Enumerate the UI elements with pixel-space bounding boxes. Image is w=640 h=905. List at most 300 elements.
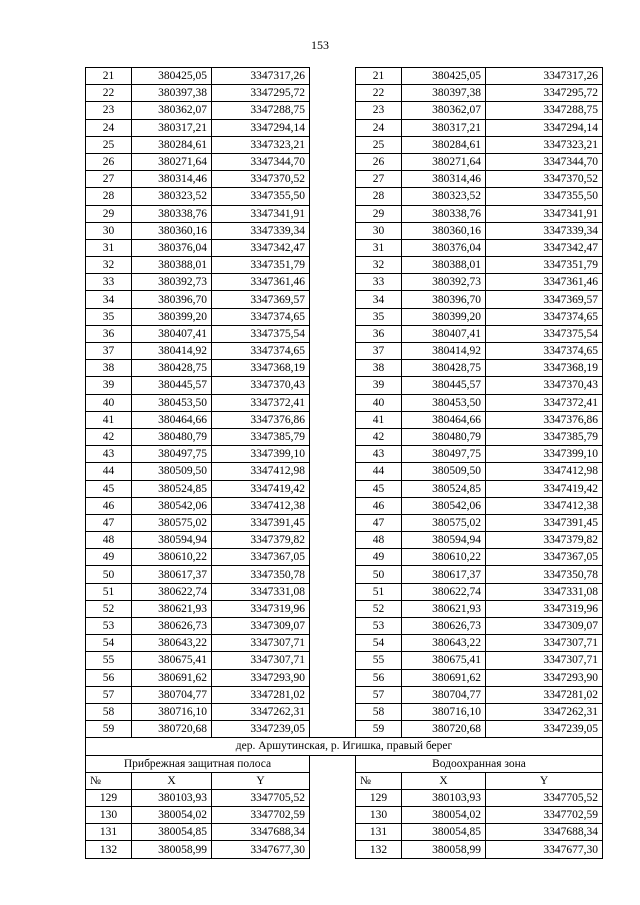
right-y-value: 3347294,14: [486, 119, 603, 136]
left-x-value: 380453,50: [132, 394, 212, 411]
right-point-number: 38: [356, 360, 402, 377]
left-x-value: 380396,70: [132, 291, 212, 308]
right-y-value: 3347288,75: [486, 102, 603, 119]
right-y-value: 3347374,65: [486, 343, 603, 360]
section-title: дер. Аршутинская, р. Игишка, правый берег: [86, 738, 603, 755]
right-point-number: 129: [356, 789, 402, 806]
table-row: [86, 532, 603, 549]
right-y-value: 3347376,86: [486, 411, 603, 428]
left-header-number: №: [86, 772, 132, 789]
right-y-value: 3347368,19: [486, 360, 603, 377]
right-x-value: 380480,79: [402, 428, 486, 445]
table-row: [86, 257, 603, 274]
right-point-number: 43: [356, 446, 402, 463]
left-y-value: 3347307,71: [212, 652, 310, 669]
table-row: [86, 68, 603, 85]
right-x-value: 380445,57: [402, 377, 486, 394]
right-y-value: 3347375,54: [486, 325, 603, 342]
left-y-value: 3347368,19: [212, 360, 310, 377]
column-gap: [310, 686, 356, 703]
table-row: [86, 566, 603, 583]
right-point-number: 59: [356, 721, 402, 738]
right-x-value: 380058,99: [402, 841, 486, 858]
left-point-number: 23: [86, 102, 132, 119]
right-point-number: 25: [356, 136, 402, 153]
table-row: [86, 239, 603, 256]
left-y-value: 3347262,31: [212, 703, 310, 720]
table-row: [86, 583, 603, 600]
right-x-value: 380675,41: [402, 652, 486, 669]
table-row: [86, 618, 603, 635]
left-x-value: 380271,64: [132, 153, 212, 170]
right-y-value: 3347374,65: [486, 308, 603, 325]
left-y-value: 3347307,71: [212, 635, 310, 652]
left-y-value: 3347288,75: [212, 102, 310, 119]
left-point-number: 45: [86, 480, 132, 497]
right-x-value: 380392,73: [402, 274, 486, 291]
left-y-value: 3347344,70: [212, 153, 310, 170]
section-title-row: [86, 738, 603, 755]
right-x-value: 380704,77: [402, 686, 486, 703]
table-row: [86, 171, 603, 188]
left-x-value: 380103,93: [132, 789, 212, 806]
left-y-value: 3347331,08: [212, 583, 310, 600]
column-gap: [310, 446, 356, 463]
left-point-number: 22: [86, 85, 132, 102]
left-y-value: 3347702,59: [212, 807, 310, 824]
right-x-value: 380524,85: [402, 480, 486, 497]
left-x-value: 380397,38: [132, 85, 212, 102]
left-x-value: 380617,37: [132, 566, 212, 583]
right-y-value: 3347307,71: [486, 652, 603, 669]
left-point-number: 52: [86, 600, 132, 617]
right-y-value: 3347331,08: [486, 583, 603, 600]
right-x-value: 380621,93: [402, 600, 486, 617]
right-point-number: 22: [356, 85, 402, 102]
left-point-number: 26: [86, 153, 132, 170]
table-row: [86, 153, 603, 170]
column-gap: [310, 394, 356, 411]
left-y-value: 3347239,05: [212, 721, 310, 738]
table-row: [86, 789, 603, 806]
left-x-value: 380691,62: [132, 669, 212, 686]
column-gap: [310, 824, 356, 841]
right-point-number: 48: [356, 532, 402, 549]
left-point-number: 34: [86, 291, 132, 308]
left-point-number: 129: [86, 789, 132, 806]
left-x-value: 380425,05: [132, 68, 212, 85]
left-y-value: 3347309,07: [212, 618, 310, 635]
right-y-value: 3347344,70: [486, 153, 603, 170]
left-y-value: 3347281,02: [212, 686, 310, 703]
left-x-value: 380497,75: [132, 446, 212, 463]
left-point-number: 132: [86, 841, 132, 858]
left-x-value: 380704,77: [132, 686, 212, 703]
column-gap: [310, 188, 356, 205]
left-y-value: 3347293,90: [212, 669, 310, 686]
left-x-value: 380414,92: [132, 343, 212, 360]
left-point-number: 43: [86, 446, 132, 463]
left-x-value: 380594,94: [132, 532, 212, 549]
left-point-number: 42: [86, 428, 132, 445]
right-point-number: 52: [356, 600, 402, 617]
right-y-value: 3347307,71: [486, 635, 603, 652]
table-row: [86, 85, 603, 102]
left-y-value: 3347317,26: [212, 68, 310, 85]
column-gap: [310, 549, 356, 566]
right-x-value: 380054,02: [402, 807, 486, 824]
right-x-value: 380284,61: [402, 136, 486, 153]
column-gap: [310, 119, 356, 136]
right-x-value: 380622,74: [402, 583, 486, 600]
right-y-value: 3347370,52: [486, 171, 603, 188]
right-x-value: 380691,62: [402, 669, 486, 686]
left-x-value: 380054,02: [132, 807, 212, 824]
left-header-y: Y: [212, 772, 310, 789]
right-y-value: 3347309,07: [486, 618, 603, 635]
right-point-number: 35: [356, 308, 402, 325]
table-row: [86, 841, 603, 858]
column-gap: [310, 618, 356, 635]
column-gap: [310, 102, 356, 119]
left-x-value: 380480,79: [132, 428, 212, 445]
right-y-value: 3347323,21: [486, 136, 603, 153]
left-x-value: 380542,06: [132, 497, 212, 514]
left-point-number: 131: [86, 824, 132, 841]
table-row: [86, 377, 603, 394]
table-row: [86, 291, 603, 308]
right-point-number: 30: [356, 222, 402, 239]
left-x-value: 380392,73: [132, 274, 212, 291]
right-y-value: 3347370,43: [486, 377, 603, 394]
right-zone-heading: Водоохранная зона: [356, 755, 603, 772]
right-y-value: 3347295,72: [486, 85, 603, 102]
left-header-x: X: [132, 772, 212, 789]
left-x-value: 380445,57: [132, 377, 212, 394]
right-x-value: 380497,75: [402, 446, 486, 463]
column-gap: [310, 171, 356, 188]
left-x-value: 380376,04: [132, 239, 212, 256]
left-point-number: 54: [86, 635, 132, 652]
column-gap: [310, 205, 356, 222]
left-point-number: 36: [86, 325, 132, 342]
left-y-value: 3347385,79: [212, 428, 310, 445]
left-point-number: 48: [86, 532, 132, 549]
column-gap: [310, 669, 356, 686]
right-x-value: 380317,21: [402, 119, 486, 136]
left-point-number: 56: [86, 669, 132, 686]
left-x-value: 380626,73: [132, 618, 212, 635]
left-x-value: 380575,02: [132, 514, 212, 531]
left-point-number: 40: [86, 394, 132, 411]
right-point-number: 39: [356, 377, 402, 394]
right-header-x: X: [402, 772, 486, 789]
right-point-number: 50: [356, 566, 402, 583]
left-x-value: 380610,22: [132, 549, 212, 566]
left-point-number: 30: [86, 222, 132, 239]
left-x-value: 380621,93: [132, 600, 212, 617]
right-point-number: 26: [356, 153, 402, 170]
right-point-number: 49: [356, 549, 402, 566]
left-y-value: 3347361,46: [212, 274, 310, 291]
right-header-y: Y: [486, 772, 603, 789]
right-x-value: 380464,66: [402, 411, 486, 428]
column-gap: [310, 789, 356, 806]
right-point-number: 132: [356, 841, 402, 858]
right-y-value: 3347342,47: [486, 239, 603, 256]
right-point-number: 57: [356, 686, 402, 703]
table-row: [86, 807, 603, 824]
table-row: [86, 669, 603, 686]
column-gap: [310, 325, 356, 342]
right-point-number: 36: [356, 325, 402, 342]
left-y-value: 3347412,38: [212, 497, 310, 514]
right-point-number: 45: [356, 480, 402, 497]
left-y-value: 3347376,86: [212, 411, 310, 428]
table-row: [86, 308, 603, 325]
left-point-number: 130: [86, 807, 132, 824]
right-x-value: 380716,10: [402, 703, 486, 720]
column-gap: [310, 222, 356, 239]
left-y-value: 3347341,91: [212, 205, 310, 222]
upper-rows: [86, 68, 603, 738]
right-x-value: 380542,06: [402, 497, 486, 514]
left-y-value: 3347379,82: [212, 532, 310, 549]
column-gap: [310, 652, 356, 669]
left-y-value: 3347374,65: [212, 343, 310, 360]
right-x-value: 380399,20: [402, 308, 486, 325]
column-gap: [310, 583, 356, 600]
right-x-value: 380407,41: [402, 325, 486, 342]
right-point-number: 130: [356, 807, 402, 824]
right-point-number: 23: [356, 102, 402, 119]
table-row: [86, 497, 603, 514]
right-y-value: 3347702,59: [486, 807, 603, 824]
left-x-value: 380399,20: [132, 308, 212, 325]
left-point-number: 38: [86, 360, 132, 377]
left-point-number: 25: [86, 136, 132, 153]
left-x-value: 380675,41: [132, 652, 212, 669]
left-point-number: 28: [86, 188, 132, 205]
left-y-value: 3347370,43: [212, 377, 310, 394]
column-gap: [310, 497, 356, 514]
right-point-number: 40: [356, 394, 402, 411]
left-y-value: 3347419,42: [212, 480, 310, 497]
left-point-number: 46: [86, 497, 132, 514]
column-gap: [310, 721, 356, 738]
table-row: [86, 463, 603, 480]
table-row: [86, 205, 603, 222]
right-x-value: 380509,50: [402, 463, 486, 480]
right-point-number: 37: [356, 343, 402, 360]
column-gap: [310, 343, 356, 360]
column-gap: [310, 377, 356, 394]
table-row: [86, 703, 603, 720]
right-x-value: 380428,75: [402, 360, 486, 377]
left-y-value: 3347350,78: [212, 566, 310, 583]
left-y-value: 3347342,47: [212, 239, 310, 256]
right-y-value: 3347391,45: [486, 514, 603, 531]
right-point-number: 131: [356, 824, 402, 841]
right-point-number: 21: [356, 68, 402, 85]
right-point-number: 55: [356, 652, 402, 669]
left-y-value: 3347412,98: [212, 463, 310, 480]
table-row: [86, 514, 603, 531]
right-y-value: 3347688,34: [486, 824, 603, 841]
table-row: [86, 360, 603, 377]
right-point-number: 44: [356, 463, 402, 480]
right-y-value: 3347339,34: [486, 222, 603, 239]
column-gap: [310, 136, 356, 153]
left-x-value: 380524,85: [132, 480, 212, 497]
left-x-value: 380464,66: [132, 411, 212, 428]
table-row: [86, 686, 603, 703]
left-point-number: 35: [86, 308, 132, 325]
right-y-value: 3347372,41: [486, 394, 603, 411]
table-row: [86, 652, 603, 669]
left-y-value: 3347399,10: [212, 446, 310, 463]
right-y-value: 3347399,10: [486, 446, 603, 463]
right-x-value: 380610,22: [402, 549, 486, 566]
table-row: [86, 721, 603, 738]
right-point-number: 46: [356, 497, 402, 514]
column-gap: [310, 807, 356, 824]
right-x-value: 380360,16: [402, 222, 486, 239]
left-x-value: 380407,41: [132, 325, 212, 342]
left-y-value: 3347677,30: [212, 841, 310, 858]
right-y-value: 3347355,50: [486, 188, 603, 205]
left-x-value: 380317,21: [132, 119, 212, 136]
table-row: [86, 274, 603, 291]
left-x-value: 380643,22: [132, 635, 212, 652]
left-x-value: 380362,07: [132, 102, 212, 119]
table-row: [86, 428, 603, 445]
zone-heading-row: [86, 755, 603, 772]
right-x-value: 380720,68: [402, 721, 486, 738]
left-y-value: 3347355,50: [212, 188, 310, 205]
right-point-number: 24: [356, 119, 402, 136]
right-y-value: 3347677,30: [486, 841, 603, 858]
coordinates-table: [85, 67, 603, 859]
right-y-value: 3347369,57: [486, 291, 603, 308]
right-x-value: 380376,04: [402, 239, 486, 256]
left-y-value: 3347369,57: [212, 291, 310, 308]
left-x-value: 380284,61: [132, 136, 212, 153]
left-point-number: 24: [86, 119, 132, 136]
column-gap: [310, 274, 356, 291]
table-row: [86, 635, 603, 652]
left-x-value: 380716,10: [132, 703, 212, 720]
column-gap: [310, 635, 356, 652]
left-point-number: 29: [86, 205, 132, 222]
left-x-value: 380314,46: [132, 171, 212, 188]
left-point-number: 44: [86, 463, 132, 480]
column-gap: [310, 239, 356, 256]
right-x-value: 380414,92: [402, 343, 486, 360]
left-y-value: 3347374,65: [212, 308, 310, 325]
table-row: [86, 600, 603, 617]
right-y-value: 3347281,02: [486, 686, 603, 703]
right-point-number: 32: [356, 257, 402, 274]
left-y-value: 3347351,79: [212, 257, 310, 274]
left-x-value: 380054,85: [132, 824, 212, 841]
right-x-value: 380314,46: [402, 171, 486, 188]
right-x-value: 380453,50: [402, 394, 486, 411]
column-header-row: [86, 772, 603, 789]
table-row: [86, 188, 603, 205]
column-gap: [310, 703, 356, 720]
right-point-number: 54: [356, 635, 402, 652]
right-point-number: 28: [356, 188, 402, 205]
column-gap: [310, 428, 356, 445]
left-x-value: 380058,99: [132, 841, 212, 858]
column-gap: [310, 291, 356, 308]
right-y-value: 3347239,05: [486, 721, 603, 738]
table-row: [86, 549, 603, 566]
left-x-value: 380509,50: [132, 463, 212, 480]
column-gap: [310, 772, 356, 789]
left-point-number: 51: [86, 583, 132, 600]
column-gap: [310, 480, 356, 497]
left-y-value: 3347294,14: [212, 119, 310, 136]
right-point-number: 33: [356, 274, 402, 291]
right-y-value: 3347341,91: [486, 205, 603, 222]
column-gap: [310, 566, 356, 583]
column-gap: [310, 841, 356, 858]
left-y-value: 3347688,34: [212, 824, 310, 841]
left-x-value: 380388,01: [132, 257, 212, 274]
right-y-value: 3347412,38: [486, 497, 603, 514]
right-x-value: 380643,22: [402, 635, 486, 652]
left-point-number: 50: [86, 566, 132, 583]
left-x-value: 380720,68: [132, 721, 212, 738]
left-point-number: 49: [86, 549, 132, 566]
column-gap: [310, 514, 356, 531]
right-y-value: 3347367,05: [486, 549, 603, 566]
right-x-value: 380388,01: [402, 257, 486, 274]
right-x-value: 380103,93: [402, 789, 486, 806]
table-row: [86, 136, 603, 153]
right-x-value: 380396,70: [402, 291, 486, 308]
right-x-value: 380397,38: [402, 85, 486, 102]
table-row: [86, 102, 603, 119]
left-point-number: 53: [86, 618, 132, 635]
right-point-number: 27: [356, 171, 402, 188]
right-y-value: 3347379,82: [486, 532, 603, 549]
left-point-number: 37: [86, 343, 132, 360]
left-x-value: 380323,52: [132, 188, 212, 205]
left-x-value: 380360,16: [132, 222, 212, 239]
right-y-value: 3347317,26: [486, 68, 603, 85]
right-x-value: 380362,07: [402, 102, 486, 119]
right-point-number: 58: [356, 703, 402, 720]
left-y-value: 3347705,52: [212, 789, 310, 806]
column-gap: [310, 463, 356, 480]
left-y-value: 3347323,21: [212, 136, 310, 153]
table-row: [86, 411, 603, 428]
right-y-value: 3347351,79: [486, 257, 603, 274]
column-gap: [310, 532, 356, 549]
right-y-value: 3347262,31: [486, 703, 603, 720]
table-row: [86, 222, 603, 239]
column-gap: [310, 257, 356, 274]
left-y-value: 3347375,54: [212, 325, 310, 342]
left-y-value: 3347339,34: [212, 222, 310, 239]
table-row: [86, 119, 603, 136]
right-x-value: 380338,76: [402, 205, 486, 222]
right-x-value: 380271,64: [402, 153, 486, 170]
column-gap: [310, 360, 356, 377]
